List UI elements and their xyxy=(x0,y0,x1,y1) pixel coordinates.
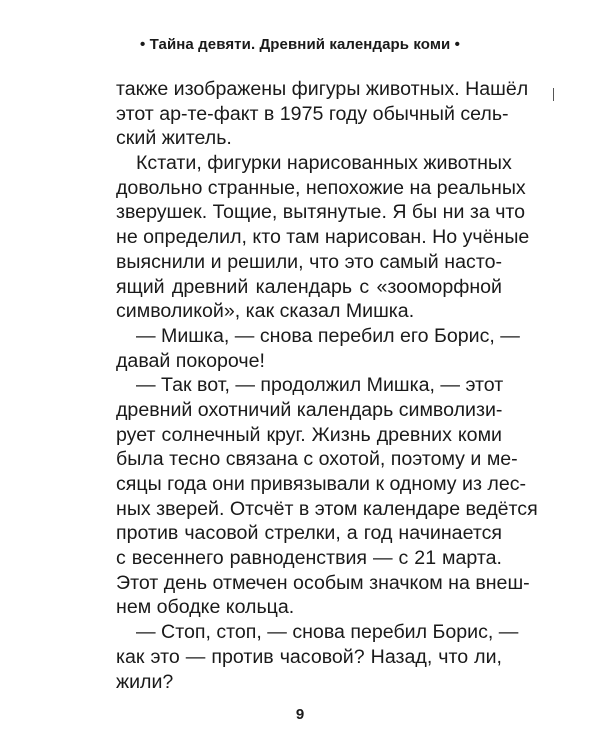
text-line: также изображены фигуры животных. Нашёл xyxy=(116,78,529,100)
text-line: древний охотничий календарь символизи- xyxy=(116,398,503,421)
text-line: ский житель. xyxy=(116,127,232,150)
text-line: ящий древний календарь с «зооморфной xyxy=(116,275,502,298)
text-line: — Мишка, — снова перебил его Борис, — xyxy=(136,324,520,347)
text-line: этот ар-те-факт в 1975 году обычный сель- xyxy=(116,102,509,125)
text-line: давай покороче! xyxy=(116,349,265,372)
text-line: была тесно связана с охотой, поэтому и ме- xyxy=(116,448,518,471)
text-line: Этот день отмечен особым значком на внеш- xyxy=(116,571,530,594)
margin-mark xyxy=(553,88,554,101)
text-line: — Стоп, стоп, — снова перебил Борис, — xyxy=(136,621,519,644)
text-line: Кстати, фигурки нарисованных животных xyxy=(136,152,512,175)
text-line: ных зверей. Отсчёт в этом календаре ведётся xyxy=(116,497,538,520)
text-line: рует солнечный круг. Жизнь древних коми xyxy=(116,423,502,446)
text-line: — Так вот, — продолжил Мишка, — этот xyxy=(136,374,504,397)
text-line: не определил, кто там нарисован. Но учёные xyxy=(116,226,530,249)
text-line: довольно странные, непохожие на реальных xyxy=(116,176,526,199)
text-line: зверушек. Тощие, вытянутые. Я бы ни за что xyxy=(116,201,526,224)
text-line: как это — против часовой? Назад, что ли, xyxy=(116,645,502,668)
text-line: против часовой стрелки, а год начинается xyxy=(116,522,502,545)
text-line: выяснили и решили, что это самый насто- xyxy=(116,250,502,273)
text-line: нем ободке кольца. xyxy=(116,596,295,619)
text-line: символикой», как сказал Мишка. xyxy=(116,300,415,323)
body-text xyxy=(116,77,538,694)
text-line: сяцы года они привязывали к одному из лес- xyxy=(116,473,527,495)
page-number: 9 xyxy=(295,706,305,723)
text-line: с весеннего равноденствия — с 21 марта. xyxy=(116,547,502,570)
text-line: жили? xyxy=(116,670,174,693)
running-header: • Тайна девяти. Древний календарь коми • xyxy=(140,36,460,53)
